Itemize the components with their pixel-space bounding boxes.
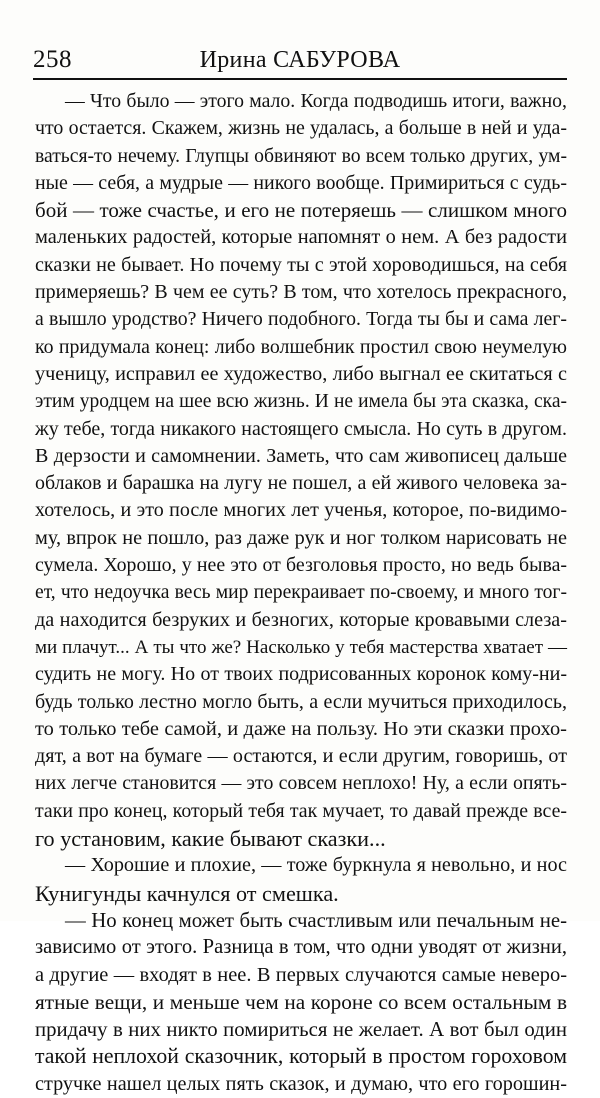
- text-line: сумела. Хорошо, у нее это от безголовья просто, но ведь быва-: [35, 554, 567, 577]
- text-line: ко придумала конец: либо волшебник простил свою неумелую: [35, 335, 567, 358]
- text-line: му, впрок не пошло, раз даже рук и ног толком нарисовать не: [35, 526, 567, 549]
- paragraph-first-line: — Но конец может быть счастливым или печальным не-: [65, 908, 567, 932]
- text-line: примеряешь? В чем ее суть? В том, что хотелось прекрасного,: [35, 281, 567, 304]
- text-line: го установим, какие бывают сказки...: [35, 826, 386, 852]
- text-line: дят, а вот на бумаге — остаются, и если другим, говоришь, от: [35, 745, 567, 768]
- text-line: сказки не бывает. Но почему ты с этой хороводишься, на себя: [35, 253, 567, 276]
- text-line: зависимо от этого. Разница в том, что одни уводят от жизни,: [35, 936, 567, 959]
- text-line: да находится безруких и безногих, которые кровавыми слеза-: [35, 608, 567, 631]
- text-line: ученицу, исправил ее художество, либо выгнал ее скитаться с: [35, 362, 567, 385]
- text-line: стручке нашел целых пять сказок, и думаю, что его горошин-: [35, 1072, 567, 1095]
- text-line: ваться-то нечему. Глупцы обвиняют во всем только других, ум-: [35, 144, 567, 167]
- text-line: облаков и барашка на лугу не пошел, а ей живого человека за-: [35, 472, 567, 495]
- page-header: [33, 38, 567, 80]
- text-line: таки про конец, который тебя так мучает, то давай прежде все-: [35, 799, 567, 822]
- text-line: хотелось, и это после многих лет ученья, которое, по-видимо-: [35, 499, 567, 522]
- text-line: этим уродцем на шее всю жизнь. И не имела бы эта сказка, ска-: [35, 391, 567, 413]
- page-number: 258: [33, 46, 72, 73]
- text-line: а другие — входят в нее. В первых случаются самые неверо-: [35, 963, 567, 986]
- text-line: такой неплохой сказочник, который в простом гороховом: [35, 1044, 567, 1069]
- text-line: жу тебе, тогда никакого настоящего смысла. Но суть в другом.: [35, 417, 567, 440]
- text-line: ет, что недоучка весь мир перекраивает по-своему, и много тог-: [35, 582, 567, 604]
- text-line: судить не могу. Но от твоих подрисованных коронок кому-ни-: [35, 663, 567, 686]
- text-line: Кунигунды качнулся от смешка.: [35, 880, 339, 906]
- text-line: ные — себя, а мудрые — никого вообще. Примириться с судь-: [35, 171, 567, 194]
- text-line: а вышло уродство? Ничего подобного. Тогда ты бы и сама лег-: [35, 308, 567, 331]
- text-line: бой — тоже счастье, и его не потеряешь — слишком много: [35, 198, 567, 223]
- text-line: В дерзости и самомнении. Заметь, что сам живописец дальше: [35, 444, 567, 467]
- text-line: ми плачут... А ты что же? Насколько у тебя мастерства хватает —: [35, 636, 567, 658]
- text-line: то только тебе самой, и даже на пользу. Но эти сказки прохо-: [35, 717, 567, 740]
- body-text: [35, 88, 567, 1098]
- text-line: маленьких радостей, которые напомнят о нем. А без радости: [35, 226, 567, 249]
- text-line: придачу в них никто помириться не желает. А вот был один: [35, 1018, 567, 1042]
- text-line: что остается. Скажем, жизнь не удалась, а больше в ней и уда-: [35, 117, 567, 140]
- text-line: будь только лестно могло быть, а если мучиться приходилось,: [35, 690, 567, 713]
- text-line: них легче становится — это совсем неплохо! Ну, а если опять-: [35, 772, 567, 795]
- running-head: Ирина САБУРОВА: [199, 47, 401, 73]
- text-line: ятные вещи, и меньше чем на короне со всем остальным в: [35, 989, 567, 1014]
- paragraph-first-line: — Хорошие и плохие, — тоже буркнула я невольно, и нос: [65, 854, 567, 877]
- paragraph-first-line: — Что было — этого мало. Когда подводишь итоги, важно,: [65, 90, 567, 112]
